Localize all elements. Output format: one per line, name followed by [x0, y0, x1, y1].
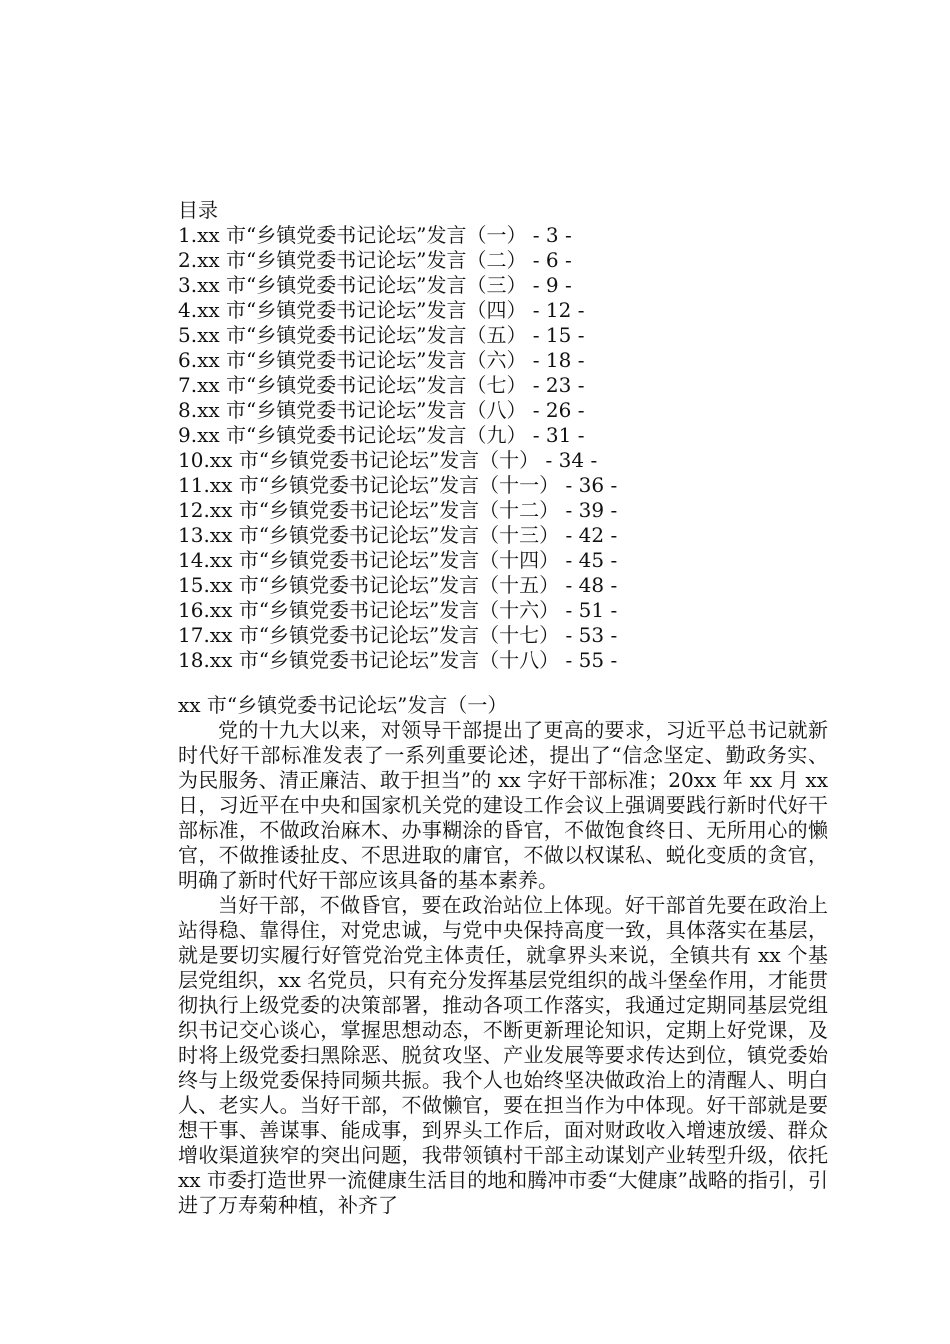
toc-entry-12[interactable]: 12.xx 市“乡镇党委书记论坛”发言（十二） - 39 -: [178, 498, 618, 522]
toc-entry-8[interactable]: 8.xx 市“乡镇党委书记论坛”发言（八） - 26 -: [178, 398, 585, 422]
toc-entry-17[interactable]: 17.xx 市“乡镇党委书记论坛”发言（十七） - 53 -: [178, 623, 618, 647]
toc-entry-11[interactable]: 11.xx 市“乡镇党委书记论坛”发言（十一） - 36 -: [178, 473, 618, 497]
toc-entry-3[interactable]: 3.xx 市“乡镇党委书记论坛”发言（三） - 9 -: [178, 273, 572, 297]
body-paragraph-1: 党的十九大以来，对领导干部提出了更高的要求，习近平总书记就新时代好干部标准发表了一系列重要论述，提出了“信念坚定、勤政务实、为民服务、清正廉洁、敢于担当”的 xx 字好干部标准；20xx 年 xx 月 xx 日，习近平在中央和国家机关党的建设工作会议上强调要践行新时代好干部标准，不做政治麻木、办事糊涂的昏官，不做饱食终日、无所用心的懒官，不做推诿扯皮、不思进取的庸官，不做以权谋私、蜕化变质的贪官，明确了新时代好干部应该具备的基本素养。: [178, 718, 828, 892]
toc-entry-2[interactable]: 2.xx 市“乡镇党委书记论坛”发言（二） - 6 -: [178, 248, 572, 272]
section-title: xx 市“乡镇党委书记论坛”发言（一）: [178, 693, 508, 717]
toc-entry-6[interactable]: 6.xx 市“乡镇党委书记论坛”发言（六） - 18 -: [178, 348, 585, 372]
toc-entry-15[interactable]: 15.xx 市“乡镇党委书记论坛”发言（十五） - 48 -: [178, 573, 618, 597]
table-of-contents: [178, 223, 828, 673]
document-content: [178, 198, 828, 1218]
toc-title: 目录: [178, 198, 218, 222]
toc-entry-16[interactable]: 16.xx 市“乡镇党委书记论坛”发言（十六） - 51 -: [178, 598, 618, 622]
toc-entry-5[interactable]: 5.xx 市“乡镇党委书记论坛”发言（五） - 15 -: [178, 323, 585, 347]
toc-entry-18[interactable]: 18.xx 市“乡镇党委书记论坛”发言（十八） - 55 -: [178, 648, 618, 672]
toc-entry-1[interactable]: 1.xx 市“乡镇党委书记论坛”发言（一） - 3 -: [178, 223, 572, 247]
toc-entry-7[interactable]: 7.xx 市“乡镇党委书记论坛”发言（七） - 23 -: [178, 373, 585, 397]
toc-entry-13[interactable]: 13.xx 市“乡镇党委书记论坛”发言（十三） - 42 -: [178, 523, 618, 547]
toc-entry-14[interactable]: 14.xx 市“乡镇党委书记论坛”发言（十四） - 45 -: [178, 548, 618, 572]
toc-entry-4[interactable]: 4.xx 市“乡镇党委书记论坛”发言（四） - 12 -: [178, 298, 585, 322]
toc-entry-10[interactable]: 10.xx 市“乡镇党委书记论坛”发言（十） - 34 -: [178, 448, 598, 472]
section-spacer: [178, 673, 828, 693]
toc-entry-9[interactable]: 9.xx 市“乡镇党委书记论坛”发言（九） - 31 -: [178, 423, 585, 447]
body-paragraph-2: 当好干部，不做昏官，要在政治站位上体现。好干部首先要在政治上站得稳、靠得住，对党忠诚，与党中央保持高度一致，具体落实在基层，就是要切实履行好管党治党主体责任，就拿界头来说，全镇共有 xx 个基层党组织，xx 名党员，只有充分发挥基层党组织的战斗堡垒作用，才能贯彻执行上级党委的决策部署，推动各项工作落实，我通过定期同基层党组织书记交心谈心，掌握思想动态，不断更新理论知识，定期上好党课，及时将上级党委扫黑除恶、脱贫攻坚、产业发展等要求传达到位，镇党委始终与上级党委保持同频共振。我个人也始终坚决做政治上的清醒人、明白人、老实人。当好干部，不做懒官，要在担当作为中体现。好干部就是要想干事、善谋事、能成事，到界头工作后，面对财政收入增速放缓、群众增收渠道狭窄的突出问题，我带领镇村干部主动谋划产业转型升级，依托 xx 市委打造世界一流健康生活目的地和腾冲市委“大健康”战略的指引，引进了万寿菊种植，补齐了: [178, 893, 828, 1217]
